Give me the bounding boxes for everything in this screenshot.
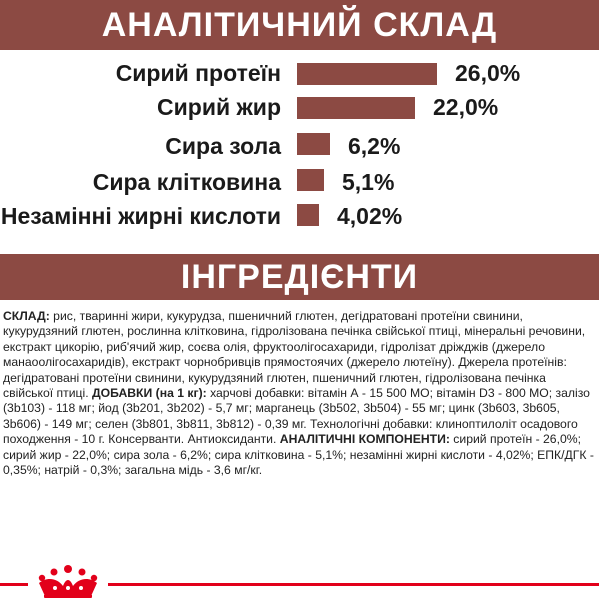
analytic-components-label: АНАЛІТИЧНІ КОМПОНЕНТИ: [279, 432, 450, 447]
analytic-composition-header: АНАЛІТИЧНИЙ СКЛАД [0, 0, 599, 50]
ingredients-text [3, 309, 595, 478]
additives-text: харчові добавки: вітамін А - 15 500 МО; вітамін D3 - 800 МО; залізо (3b103) - 118 мг; йод (3b201, 3b202) - 5,7 мг; марганець (3b502, 3b504) - 55 мг; цинк (3b603, 3b605, 3b606) - 149 мг; селен (3b801, 3b811, 3b812) - 0,39 мг. Технологічні добавки: клиноптилоліт осадового походження - 10 г. Консерванти. Антиоксиданти. [3, 386, 590, 447]
analytic-row-label: Сира клітковина [92, 169, 281, 195]
analytic-row-value: 4,02% [337, 203, 403, 229]
analytic-bar [297, 169, 324, 191]
analytic-bar [297, 204, 319, 226]
analytic-bar-chart [0, 0, 599, 240]
analytic-row-label: Сира зола [165, 133, 281, 159]
analytic-row-value: 22,0% [433, 94, 499, 120]
analytic-bar [297, 97, 415, 119]
analytic-bar [297, 63, 437, 85]
analytic-row-label: Сирий протеїн [115, 60, 281, 86]
composition-text: рис, тваринні жири, кукурудза, пшеничний глютен, дегідратовані протеїни свинини, кукурудзяний глютен, рослинна клітковина, гідролізована печінка свійської птиці, мінеральні речовини, екстракт цикорію, риб'ячий жир, соєва олія, фруктоолігосахариди, гідролізат дріжджів (джерело манаоолігосахаридів), екстракт чорнобривців прямостоячих (джерело лютеїну). Джерела протеїнів: дегідратовані протеїни свинини, кукурудзяний глютен, пшеничний глютен, гідролізована печінка свійської птиці. [3, 309, 586, 401]
additives-label: ДОБАВКИ (на 1 кг): [92, 386, 207, 401]
analytic-components-text: сирий протеїн - 26,0%; сирий жир - 22,0%; сира зола - 6,2%; сира клітковина - 5,1%; незамінні жирні кислоти - 4,02%; ЕПК/ДГК - 0,35%; натрій - 0,3%; загальна мідь - 3,6 мг/кг. [3, 432, 594, 478]
footer-line-left [0, 583, 28, 586]
analytic-bar [297, 133, 330, 155]
analytic-row-value: 5,1% [342, 169, 395, 195]
analytic-row-value: 26,0% [455, 60, 521, 86]
royal-canin-crown-icon [30, 564, 106, 600]
composition-label: СКЛАД: [3, 309, 50, 323]
footer-line-right [108, 583, 599, 586]
ingredients-header: ІНГРЕДІЄНТИ [0, 254, 599, 300]
analytic-row-label: Незамінні жирні кислоти [0, 203, 281, 229]
analytic-row-label: Сирий жир [157, 94, 281, 120]
analytic-row-value: 6,2% [348, 133, 401, 159]
